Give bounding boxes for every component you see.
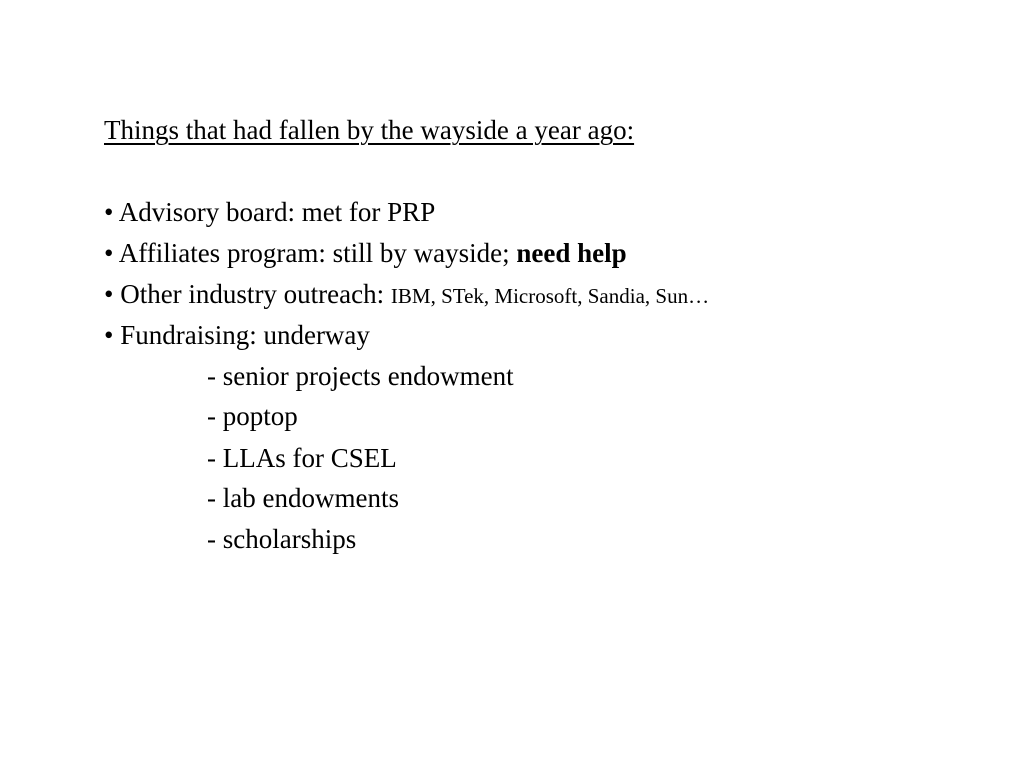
bullet-marker: • [104,279,121,309]
bullet-text: Affiliates program: still by wayside; [118,238,517,268]
subitem-scholarships: - scholarships [207,524,357,554]
subitem-llas: - LLAs for CSEL [207,443,397,473]
slide-heading: Things that had fallen by the wayside a year ago: [104,115,635,145]
bullet-text: Advisory board: met for PRP [118,197,436,227]
bullet-marker: • [104,320,121,350]
bullet-industry-outreach [104,278,709,312]
bullet-marker: • [104,238,119,268]
bullet-advisory-board [104,196,435,228]
bullet-text: Other industry outreach: [120,279,391,309]
bullet-emphasis: need help [516,238,627,268]
bullet-text: Fundraising: underway [120,320,370,350]
subitem-poptop: - poptop [207,401,298,431]
subitem-lab-endowments: - lab endowments [207,483,399,513]
bullet-small-text: IBM, STek, Microsoft, Sandia, Sun… [390,284,710,308]
bullet-fundraising [104,319,370,351]
bullet-marker: • [104,197,119,227]
subitem-senior-projects: - senior projects endowment [207,361,514,391]
bullet-affiliates-program [104,237,627,269]
